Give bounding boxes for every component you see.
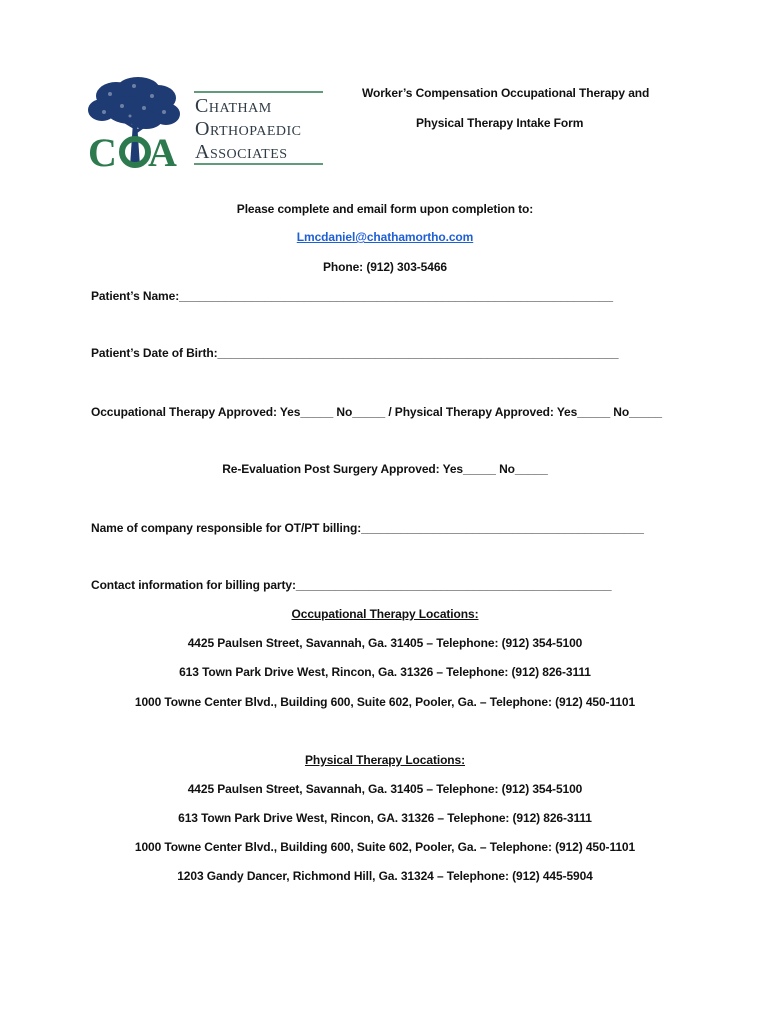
re-evaluation-field[interactable]: Re-Evaluation Post Surgery Approved: Yes_____ No_____ <box>222 462 548 476</box>
chatham-orthopaedic-logo <box>86 76 326 172</box>
ot-location-item: 613 Town Park Drive West, Rincon, Ga. 31326 – Telephone: (912) 826-3111 <box>179 665 591 679</box>
logo-monogram-c: C <box>88 130 117 172</box>
logo-monogram-a: A <box>148 130 177 172</box>
pt-location-item: 1203 Gandy Dancer, Richmond Hill, Ga. 31324 – Telephone: (912) 445-5904 <box>177 869 593 883</box>
patient-dob-field[interactable]: Patient’s Date of Birth:_____________________________________________________________ <box>91 346 619 360</box>
ot-locations-heading: Occupational Therapy Locations: <box>291 607 479 621</box>
logo-line-1: Chatham <box>195 95 272 117</box>
email-link-wrapper <box>0 230 770 244</box>
email-link[interactable]: Lmcdaniel@chathamortho.com <box>296 230 474 244</box>
ot-location-item: 4425 Paulsen Street, Savannah, Ga. 31405 – Telephone: (912) 354-5100 <box>187 636 583 650</box>
form-title-line-1: Worker’s Compensation Occupational Therapy and <box>362 86 650 100</box>
ot-location-item: 1000 Towne Center Blvd., Building 600, Suite 602, Pooler, Ga. – Telephone: (912) 450-1101 <box>134 695 636 709</box>
form-title-line-2: Physical Therapy Intake Form <box>416 116 584 130</box>
pt-location-item: 613 Town Park Drive West, Rincon, GA. 31326 – Telephone: (912) 826-3111 <box>178 811 592 825</box>
pt-locations-heading: Physical Therapy Locations: <box>304 753 465 767</box>
coa-monogram <box>88 130 177 172</box>
billing-contact-field[interactable]: Contact information for billing party:________________________________________________ <box>91 578 612 592</box>
logo-line-3: Associates <box>195 141 288 163</box>
patient-name-field[interactable]: Patient’s Name:__________________________________________________________________ <box>91 289 613 303</box>
phone-text: Phone: (912) 303-5466 <box>323 260 447 274</box>
therapy-approved-field[interactable]: Occupational Therapy Approved: Yes_____ No_____ / Physical Therapy Approved: Yes_____ No_____ <box>91 405 662 419</box>
pt-location-item: 1000 Towne Center Blvd., Building 600, Suite 602, Pooler, Ga. – Telephone: (912) 450-1101 <box>134 840 636 854</box>
logo-line-2: Orthopaedic <box>195 118 302 140</box>
billing-company-field[interactable]: Name of company responsible for OT/PT billing:___________________________________________ <box>91 521 644 535</box>
pt-location-item: 4425 Paulsen Street, Savannah, Ga. 31405 – Telephone: (912) 354-5100 <box>187 782 583 796</box>
instructions-text: Please complete and email form upon completion to: <box>236 202 534 216</box>
